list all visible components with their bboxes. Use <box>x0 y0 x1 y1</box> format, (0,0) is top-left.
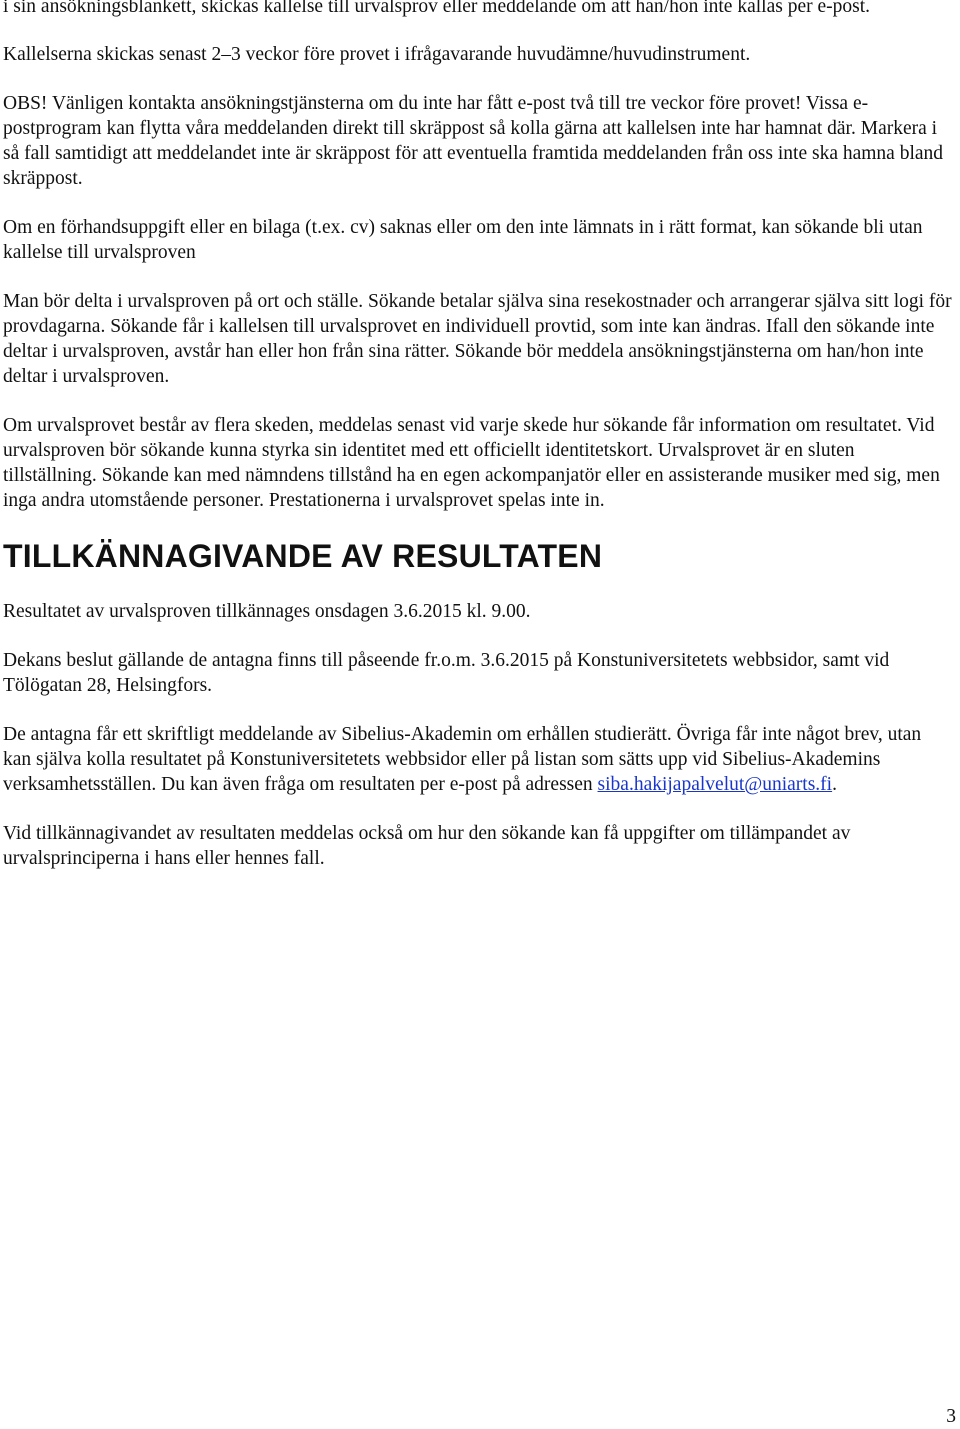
paragraph-delta-urvalsprov: Man bör delta i urvalsproven på ort och ställe. Sökande betalar själva sina resekostnader och arrangerar själva sitt logi för provdagarna. Sökande får i kallelsen till urvalsprovet en individuell provtid, som inte kan ändras. Ifall den sökande inte deltar i urvalsproven, avstår han eller hon från sina rätter. Sökande bör meddela ansökningstjänsterna om han/hon inte deltar i urvalsproven. <box>3 291 952 387</box>
paragraph-antagna-text: De antagna får ett skriftligt meddelande av Sibelius-Akademin om erhållen studierätt. Övriga får inte något brev, utan kan själva kolla resultatet på Konstuniversitetets webbsidor eller på listan som sätts upp vid Sibelius-Akademins verksamhetsställen. Du kan även fråga om resultaten per e-post på adressen <box>3 724 922 795</box>
paragraph-antagna-end: . <box>832 774 837 795</box>
paragraph-dekans-beslut: Dekans beslut gällande de antagna finns till påseende fr.o.m. 3.6.2015 på Konstuniversitetets webbsidor, samt vid Tölögatan 28, Helsingfors. <box>3 650 890 696</box>
paragraph-kallelse-epost: i sin ansökningsblankett, skickas kallelse till urvalsprov eller meddelande om att han/hon inte kallas per e-post. <box>3 0 870 17</box>
paragraph-urvalsprov-skeden: Om urvalsprovet består av flera skeden, meddelas senast vid varje skede hur sökande får information om resultatet. Vid urvalsproven bör sökande kunna styrka sin identitet med ett officiellt identitetskort. Urvalsprovet är en sluten tillställning. Sökande kan med nämndens tillstånd ha en egen ackompanjatör eller en assisterande musiker med sig, men inga andra utomstående personer. Prestationerna i urvalsprovet spelas inte in. <box>3 415 940 511</box>
paragraph-kallelse-tid: Kallelserna skickas senast 2–3 veckor före provet i ifrågavarande huvudämne/huvudinstrument. <box>3 44 751 65</box>
document-body <box>3 0 953 895</box>
email-link[interactable]: siba.hakijapalvelut@uniarts.fi <box>597 774 833 795</box>
paragraph-forhandsuppgift: Om en förhandsuppgift eller en bilaga (t.ex. cv) saknas eller om den inte lämnats in i rätt format, kan sökande bli utan kallelse till urvalsproven <box>3 217 923 263</box>
paragraph-resultat-datum: Resultatet av urvalsproven tillkännages onsdagen 3.6.2015 kl. 9.00. <box>3 601 531 622</box>
paragraph-antagna-meddelande <box>3 722 953 797</box>
paragraph-urvalsprinciper: Vid tillkännagivandet av resultaten meddelas också om hur den sökande kan få uppgifter om tillämpandet av urvalsprinciperna i hans eller hennes fall. <box>3 823 851 869</box>
page-number: 3 <box>946 1406 956 1427</box>
section-heading-resultat: TILLKÄNNAGIVANDE AV RESULTATEN <box>3 538 603 574</box>
paragraph-obs-skrappost: OBS! Vänligen kontakta ansökningstjänsterna om du inte har fått e-post två till tre veckor före provet! Vissa e-postprogram kan flytta våra meddelanden direkt till skräppost så kolla gärna att kallelsen inte har hamnat där. Markera i så fall samtidigt att meddelandet inte är skräppost för att eventuella framtida meddelanden från oss inte ska hamna bland skräppost. <box>3 93 944 189</box>
